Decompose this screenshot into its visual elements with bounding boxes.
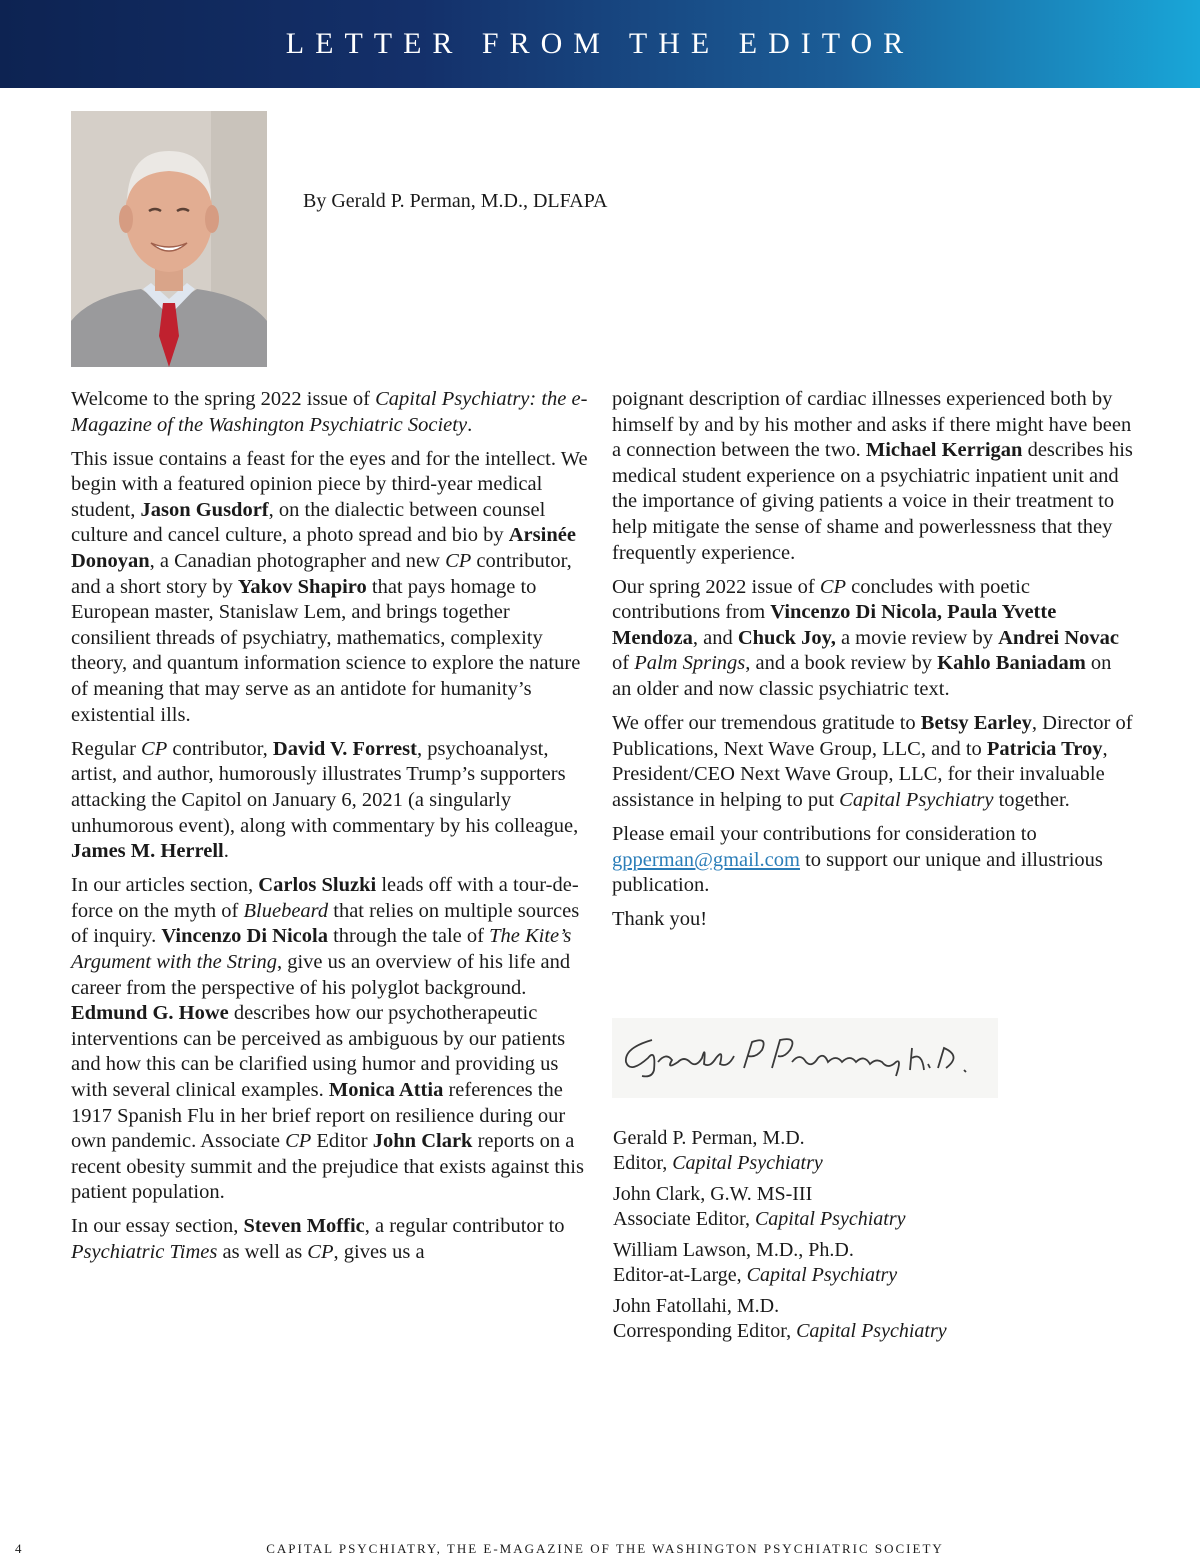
header-banner (0, 0, 1200, 88)
editor-credits (613, 1126, 947, 1350)
paragraph-cardiac: poignant description of cardiac illnesses experienced both by himself by and by his mother and asks if there might have been a connection between the two. Michael Kerrigan describes his medical student experience on a psychiatric inpatient unit and the importance of giving patients a voice in their treatment to help mitigate the sense of shame and powerlessness that they frequently experience. (612, 388, 1133, 564)
paragraph-gratitude: We offer our tremendous gratitude to Betsy Earley, Director of Publications, Next Wave Group, LLC, and to Patricia Troy, President/CEO Next Wave Group, LLC, for their invaluable assistance in helping to put Capital Psychiatry together. (612, 712, 1133, 811)
credit-role: Associate Editor, Capital Psychiatry (613, 1207, 906, 1230)
credit-entry (613, 1182, 947, 1231)
credit-role: Editor, Capital Psychiatry (613, 1151, 823, 1174)
signature-image (612, 1018, 998, 1098)
paragraph-feast: This issue contains a feast for the eyes and for the intellect. We begin with a featured opinion piece by third-year medical student, Jason Gusdorf, on the dialectic between counsel culture and cancel culture, a photo spread and bio by Arsinée Donoyan, a Canadian photographer and new CP contributor, and a short story by Yakov Shapiro that pays homage to European master, Stanislaw Lem, and brings together consilient threads of psychiatry, mathematics, complexity theory, and quantum information science to explore the nature of meaning that may serve as an antidote for humanity’s existential ills. (71, 447, 588, 726)
credit-name: John Fatollahi, M.D. (613, 1295, 780, 1317)
credit-entry (613, 1238, 947, 1287)
paragraph-thanks: Thank you! (612, 908, 708, 931)
credit-name: John Clark, G.W. MS-III (613, 1183, 813, 1205)
credit-entry (613, 1294, 947, 1343)
author-photo (71, 111, 267, 367)
credit-role: Editor-at-Large, Capital Psychiatry (613, 1263, 898, 1286)
page-number: 4 (15, 1541, 22, 1556)
handwritten-signature (612, 1018, 998, 1098)
page-title: LETTER FROM THE EDITOR (285, 27, 915, 60)
paragraph-poetic: Our spring 2022 issue of CP concludes with poetic contributions from Vincenzo Di Nicola, Paula Yvette Mendoza, and Chuck Joy, a movie review by Andrei Novac of Palm Springs, and a book review by Kahlo Baniadam on an older and now classic psychiatric text. (612, 575, 1119, 701)
paragraph-regular-contributor: Regular CP contributor, David V. Forrest, psychoanalyst, artist, and author, humorously illustrates Trump’s supporters attacking the Capitol on January 6, 2021 (a singularly unhumorous event), along with commentary by his colleague, James M. Herrell. (71, 737, 579, 863)
right-column (612, 387, 1134, 941)
credit-name: William Lawson, M.D., Ph.D. (613, 1239, 854, 1261)
left-column (71, 387, 593, 1274)
paragraph-email: Please email your contributions for consideration to gpperman@gmail.com to support our unique and illustrious publication. (612, 823, 1103, 897)
credit-entry (613, 1126, 947, 1175)
paragraph-articles: In our articles section, Carlos Sluzki leads off with a tour-de-force on the myth of Bluebeard that relies on multiple sources of inquiry. Vincenzo Di Nicola through the tale of The Kite’s Argument with the String, give us an overview of his life and career from the perspective of his polyglot background. Edmund G. Howe describes how our psychotherapeutic interventions can be perceived as ambiguous by our patients and how this can be clarified using humor and providing us with several clinical examples. Monica Attia references the 1917 Spanish Flu in her brief report on resilience during our own pandemic. Associate CP Editor John Clark reports on a recent obesity summit and the prejudice that exists against this patient population. (71, 874, 584, 1204)
footer-publication: CAPITAL PSYCHIATRY, THE E-MAGAZINE OF THE WASHINGTON PSYCHIATRIC SOCIETY (266, 1541, 944, 1556)
credit-name: Gerald P. Perman, M.D. (613, 1127, 805, 1149)
email-link[interactable]: gpperman@gmail.com (612, 848, 800, 871)
byline: By Gerald P. Perman, M.D., DLFAPA (303, 190, 608, 212)
paragraph-welcome: Welcome to the spring 2022 issue of Capital Psychiatry: the e-Magazine of the Washington Psychiatric Society. (71, 388, 588, 436)
paragraph-essay: In our essay section, Steven Moffic, a regular contributor to Psychiatric Times as well as CP, gives us a (71, 1215, 565, 1263)
credit-role: Corresponding Editor, Capital Psychiatry (613, 1319, 947, 1342)
author-portrait-image (71, 111, 267, 367)
